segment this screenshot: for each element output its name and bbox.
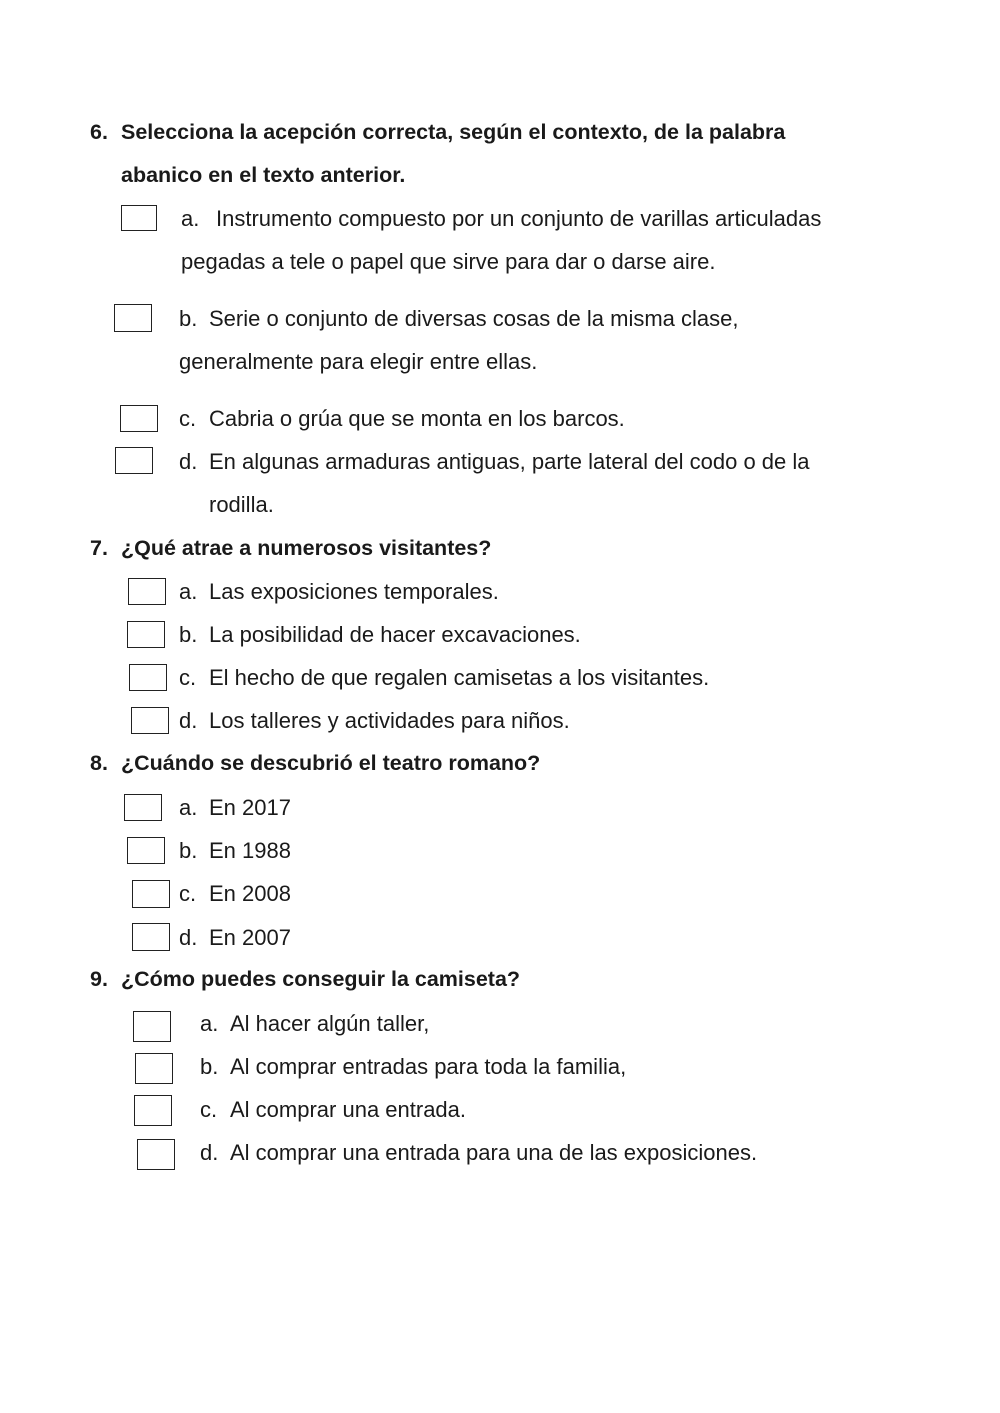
answer-checkbox-6a[interactable] <box>121 205 157 231</box>
question-6 <box>90 111 786 187</box>
answer-checkbox-9c[interactable] <box>134 1095 172 1126</box>
option-text: Cabria o grúa que se monta en los barcos. <box>209 406 625 431</box>
option-letter: c. <box>179 665 197 690</box>
option-6b <box>179 297 739 374</box>
answer-checkbox-7c[interactable] <box>129 664 167 691</box>
option-8a <box>179 786 291 829</box>
option-9c <box>200 1088 466 1131</box>
option-letter: a. <box>181 206 200 231</box>
answer-checkbox-6c[interactable] <box>120 405 158 432</box>
option-letter: c. <box>200 1097 218 1122</box>
option-text: El hecho de que regalen camisetas a los visitantes. <box>209 665 710 690</box>
option-text-continued: pegadas a tele o papel que sirve para dar o darse aire. <box>181 249 716 274</box>
question-number: 8. <box>90 751 108 775</box>
question-8 <box>90 742 540 785</box>
question-number: 7. <box>90 536 108 560</box>
option-text: La posibilidad de hacer excavaciones. <box>209 622 581 647</box>
answer-checkbox-8d[interactable] <box>132 923 170 951</box>
option-text: Los talleres y actividades para niños. <box>209 708 570 733</box>
answer-checkbox-8c[interactable] <box>132 880 170 908</box>
option-8c <box>179 872 291 915</box>
answer-checkbox-8a[interactable] <box>124 794 162 821</box>
option-8b <box>179 829 291 872</box>
answer-checkbox-9a[interactable] <box>133 1011 171 1042</box>
option-text: Serie o conjunto de diversas cosas de la misma clase, <box>209 306 739 331</box>
option-text: Al comprar entradas para toda la familia, <box>230 1054 627 1079</box>
option-text: Al comprar una entrada para una de las exposiciones. <box>230 1140 758 1165</box>
option-text: Las exposiciones temporales. <box>209 579 499 604</box>
option-letter: a. <box>179 795 198 820</box>
option-letter: b. <box>200 1054 219 1079</box>
question-number: 9. <box>90 967 108 991</box>
question-text-continued: abanico en el texto anterior. <box>121 163 406 187</box>
option-letter: d. <box>200 1140 219 1165</box>
answer-checkbox-8b[interactable] <box>127 837 165 864</box>
answer-checkbox-7d[interactable] <box>131 707 169 734</box>
option-text: En 2007 <box>209 925 291 950</box>
option-text: Al hacer algún taller, <box>230 1011 430 1036</box>
option-text: En 2017 <box>209 795 291 820</box>
option-letter: c. <box>179 881 197 906</box>
option-text-continued: rodilla. <box>209 492 274 517</box>
answer-checkbox-6b[interactable] <box>114 304 152 332</box>
option-text: Instrumento compuesto por un conjunto de varillas articuladas <box>216 206 822 231</box>
option-letter: b. <box>179 306 198 331</box>
option-8d <box>179 916 291 959</box>
option-letter: c. <box>179 406 197 431</box>
option-6d <box>179 440 810 517</box>
option-text: En 1988 <box>209 838 291 863</box>
option-letter: a. <box>179 579 198 604</box>
option-letter: d. <box>179 708 198 733</box>
question-text: Selecciona la acepción correcta, según el contexto, de la palabra <box>121 120 786 144</box>
option-9b <box>200 1045 626 1088</box>
question-7 <box>90 527 491 570</box>
answer-checkbox-9b[interactable] <box>135 1053 173 1084</box>
question-text: ¿Qué atrae a numerosos visitantes? <box>121 536 492 560</box>
option-7c <box>179 656 709 699</box>
option-9d <box>200 1131 757 1174</box>
option-letter: b. <box>179 838 198 863</box>
option-6a <box>181 197 822 274</box>
option-text-continued: generalmente para elegir entre ellas. <box>179 349 538 374</box>
option-text: En 2008 <box>209 881 291 906</box>
option-letter: d. <box>179 449 198 474</box>
option-text: Al comprar una entrada. <box>230 1097 467 1122</box>
option-7d <box>179 699 570 742</box>
option-letter: a. <box>200 1011 219 1036</box>
answer-checkbox-6d[interactable] <box>115 447 153 474</box>
option-7a <box>179 570 499 613</box>
question-number: 6. <box>90 120 108 144</box>
question-9 <box>90 958 520 1001</box>
option-9a <box>200 1002 429 1045</box>
question-text: ¿Cuándo se descubrió el teatro romano? <box>121 751 541 775</box>
question-text: ¿Cómo puedes conseguir la camiseta? <box>121 967 521 991</box>
answer-checkbox-7a[interactable] <box>128 578 166 605</box>
option-6c <box>179 397 625 440</box>
option-letter: d. <box>179 925 198 950</box>
option-text: En algunas armaduras antiguas, parte lateral del codo o de la <box>209 449 810 474</box>
option-7b <box>179 613 581 656</box>
option-letter: b. <box>179 622 198 647</box>
answer-checkbox-9d[interactable] <box>137 1139 175 1170</box>
answer-checkbox-7b[interactable] <box>127 621 165 648</box>
